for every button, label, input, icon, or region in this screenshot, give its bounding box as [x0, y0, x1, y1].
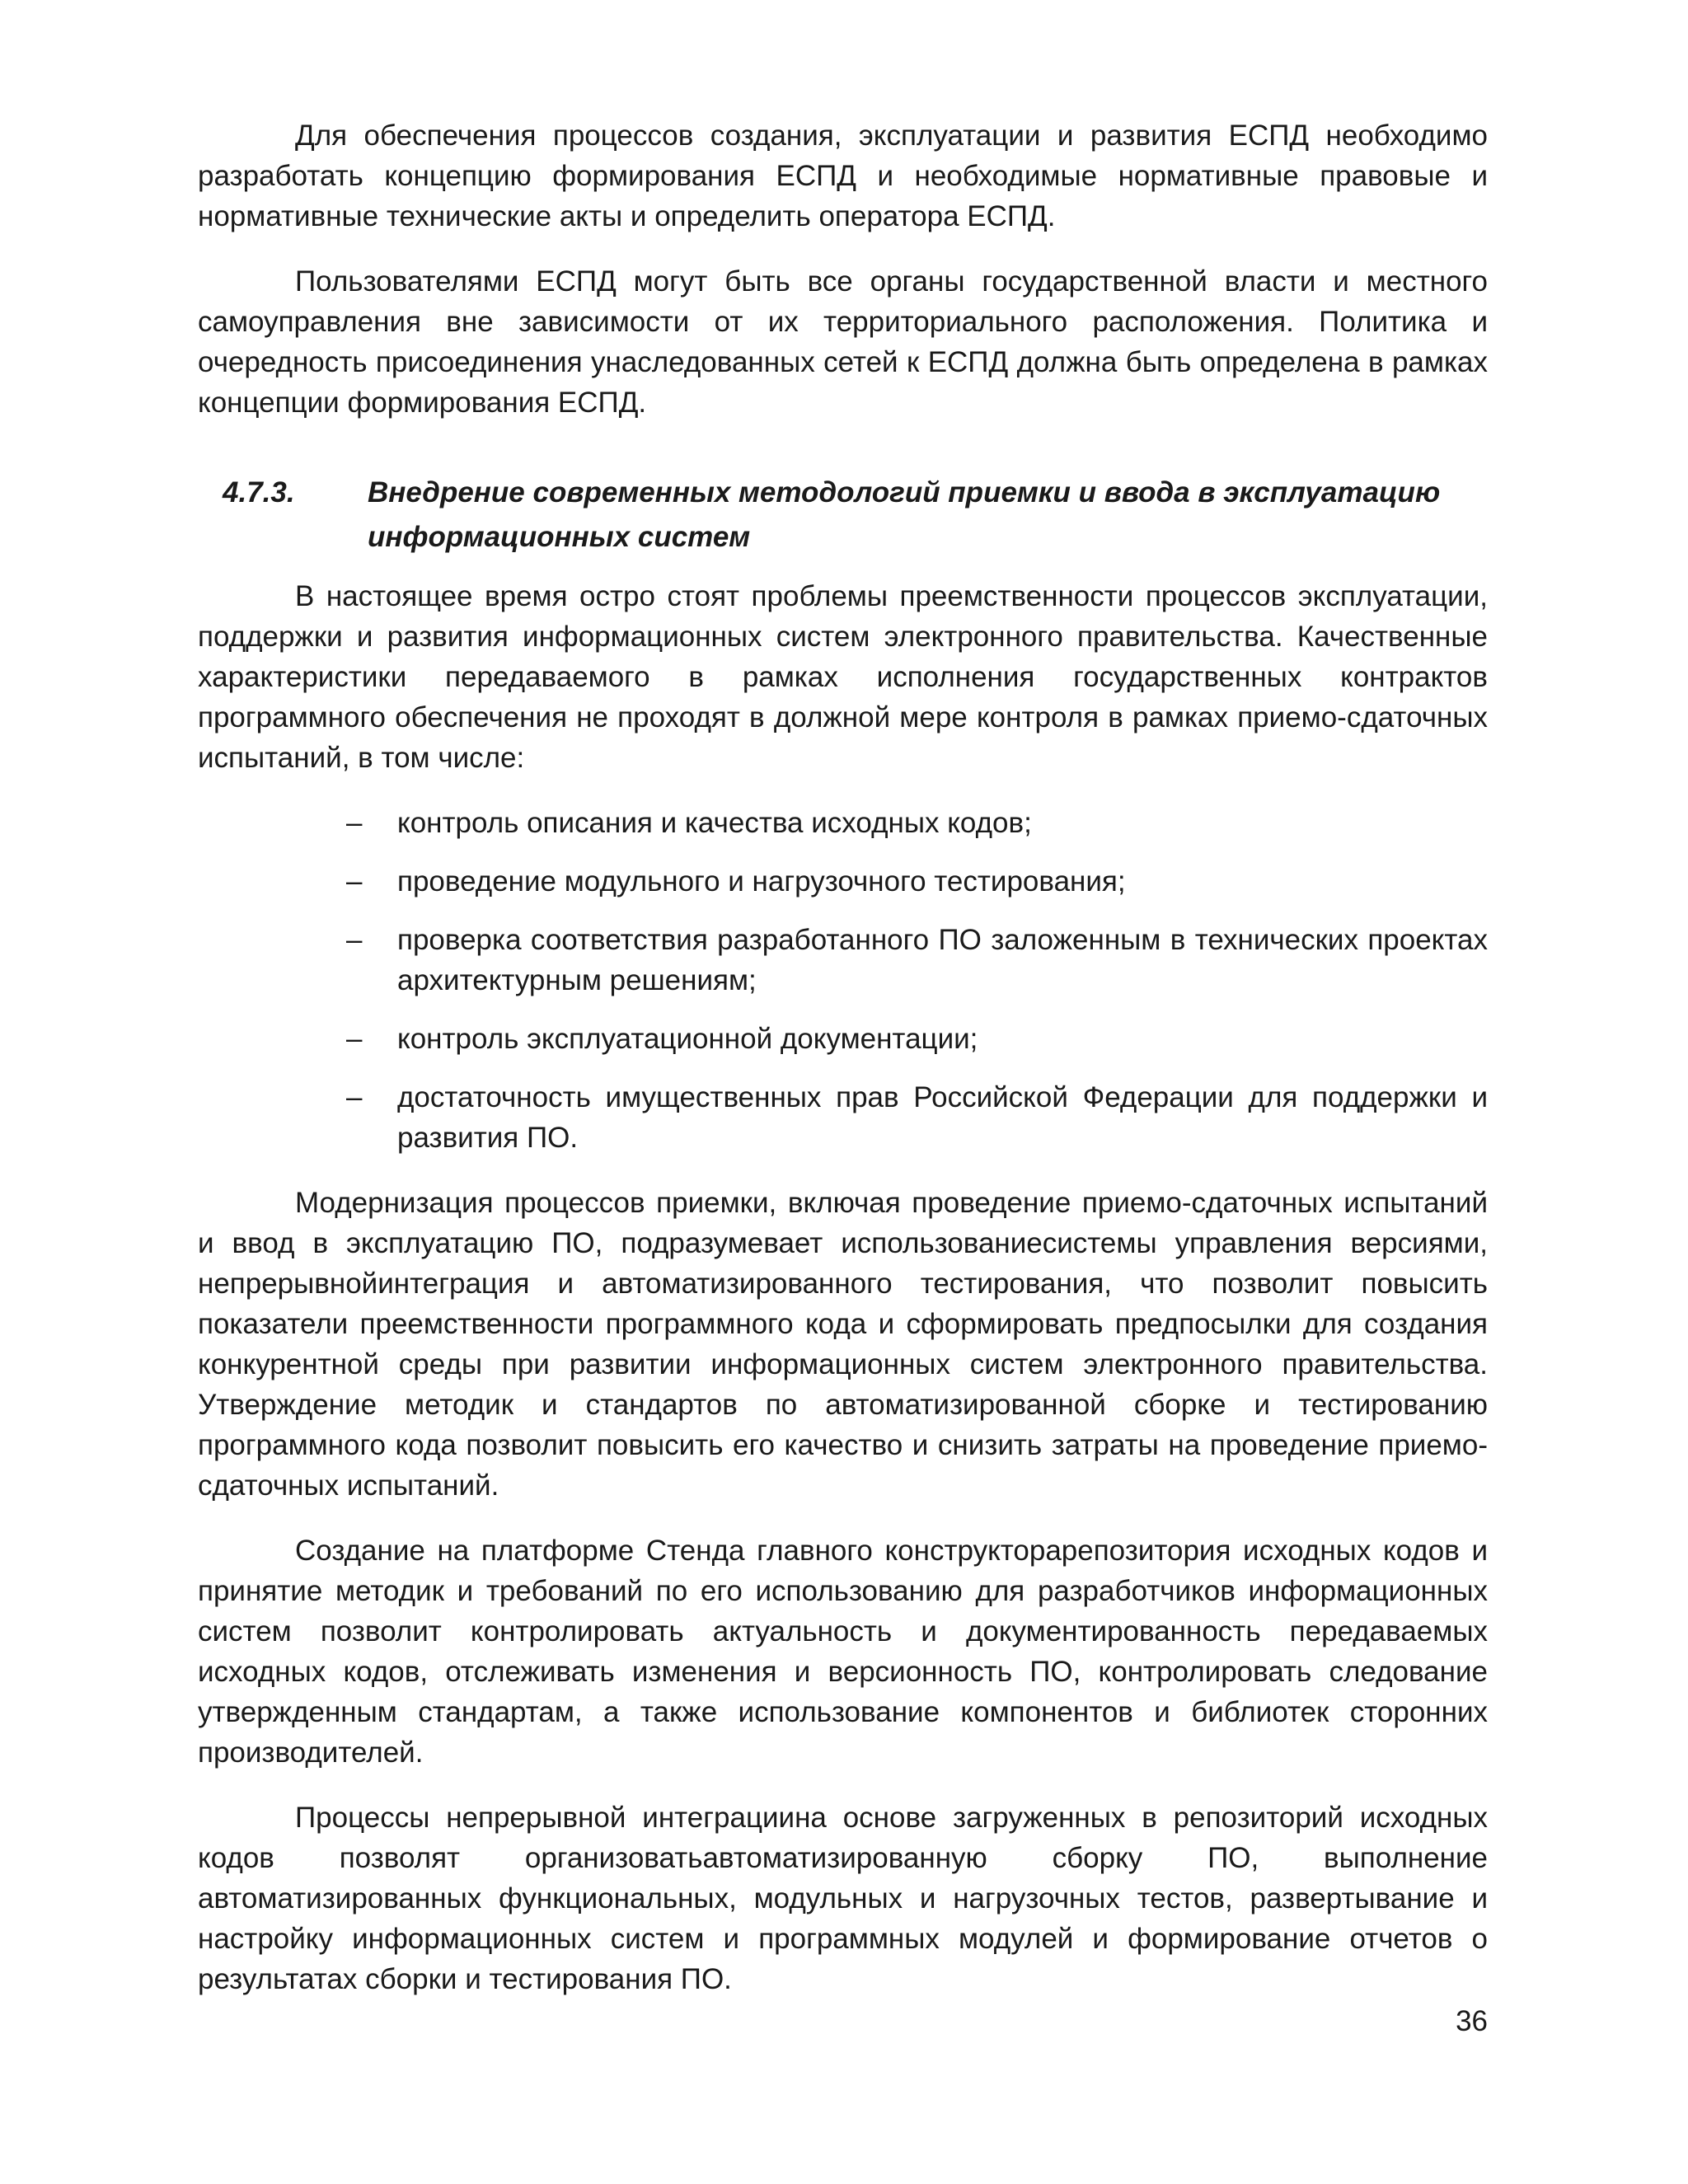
- body-paragraph: Создание на платформе Стенда главного конструкторарепозитория исходных кодов и принятие методик и требований по его использованию для разработчиков информационных систем позволит контролировать актуальность и документированность передаваемых исходных кодов, отслеживать изменения и версионность ПО, контролировать следование утвержденным стандартам, а также использование компонентов и библиотек сторонних производителей.: [198, 1535, 1488, 1769]
- section-heading: [198, 471, 1488, 560]
- page-number: 36: [1456, 2005, 1488, 2037]
- list-item: [198, 920, 1488, 1001]
- body-paragraph: Пользователями ЕСПД могут быть все органы государственной власти и местного самоуправления вне зависимости от их территориального расположения. Политика и очередность присоединения унаследованных сетей к ЕСПД должна быть определена в рамках концепции формирования ЕСПД.: [198, 265, 1488, 419]
- dash-bullet: –: [346, 807, 363, 839]
- body-paragraph: Процессы непрерывной интеграциина основе загруженных в репозиторий исходных кодов позволят организоватьавтоматизированную сборку ПО, выполнение автоматизированных функциональных, модульных и нагрузочных тестов, развертывание и настройку информационных систем и программных модулей и формирование отчетов о результатах сборки и тестирования ПО.: [198, 1802, 1488, 1995]
- list-item-text: проверка соответствия разработанного ПО заложенным в технических проектах архитектурным решениям;: [397, 924, 1488, 996]
- list-item: [198, 1077, 1488, 1158]
- section-number: 4.7.3.: [223, 476, 295, 509]
- dash-bullet: –: [346, 865, 363, 898]
- dash-bullet: –: [346, 924, 363, 956]
- document-page: [198, 115, 1488, 2024]
- dash-bullet: –: [346, 1023, 363, 1055]
- list-item: [198, 861, 1488, 902]
- requirements-list: [198, 803, 1488, 1158]
- body-paragraph: Модернизация процессов приемки, включая проведение приемо-сдаточных испытаний и ввод в эксплуатацию ПО, подразумевает использованиесистемы управления версиями, непрерывнойинтеграция и автоматизированного тестирования, что позволит повысить показатели преемственности программного кода и сформировать предпосылки для создания конкурентной среды при развитии информационных систем электронного правительства. Утверждение методик и стандартов по автоматизированной сборке и тестированию программного кода позволит повысить его качество и снизить затраты на проведение приемо-сдаточных испытаний.: [198, 1187, 1488, 1502]
- dash-bullet: –: [346, 1081, 363, 1113]
- list-item-text: контроль эксплуатационной документации;: [397, 1023, 978, 1055]
- list-item-text: достаточность имущественных прав Российской Федерации для поддержки и развития ПО.: [397, 1081, 1488, 1154]
- list-item: [198, 803, 1488, 843]
- list-item-text: проведение модульного и нагрузочного тестирования;: [397, 865, 1126, 898]
- list-item: [198, 1019, 1488, 1059]
- body-paragraph: В настоящее время остро стоят проблемы преемственности процессов эксплуатации, поддержки и развития информационных систем электронного правительства. Качественные характеристики передаваемого в рамках исполнения государственных контрактов программного обеспечения не проходят в должной мере контроля в рамках приемо-сдаточных испытаний, в том числе:: [198, 580, 1488, 774]
- body-paragraph: Для обеспечения процессов создания, эксплуатации и развития ЕСПД необходимо разработать концепцию формирования ЕСПД и необходимые нормативные правовые и нормативные технические акты и определить оператора ЕСПД.: [198, 120, 1488, 232]
- section-title: Внедрение современных методологий приемки и ввода в эксплуатацию информационных систем: [368, 476, 1441, 553]
- list-item-text: контроль описания и качества исходных кодов;: [397, 807, 1032, 839]
